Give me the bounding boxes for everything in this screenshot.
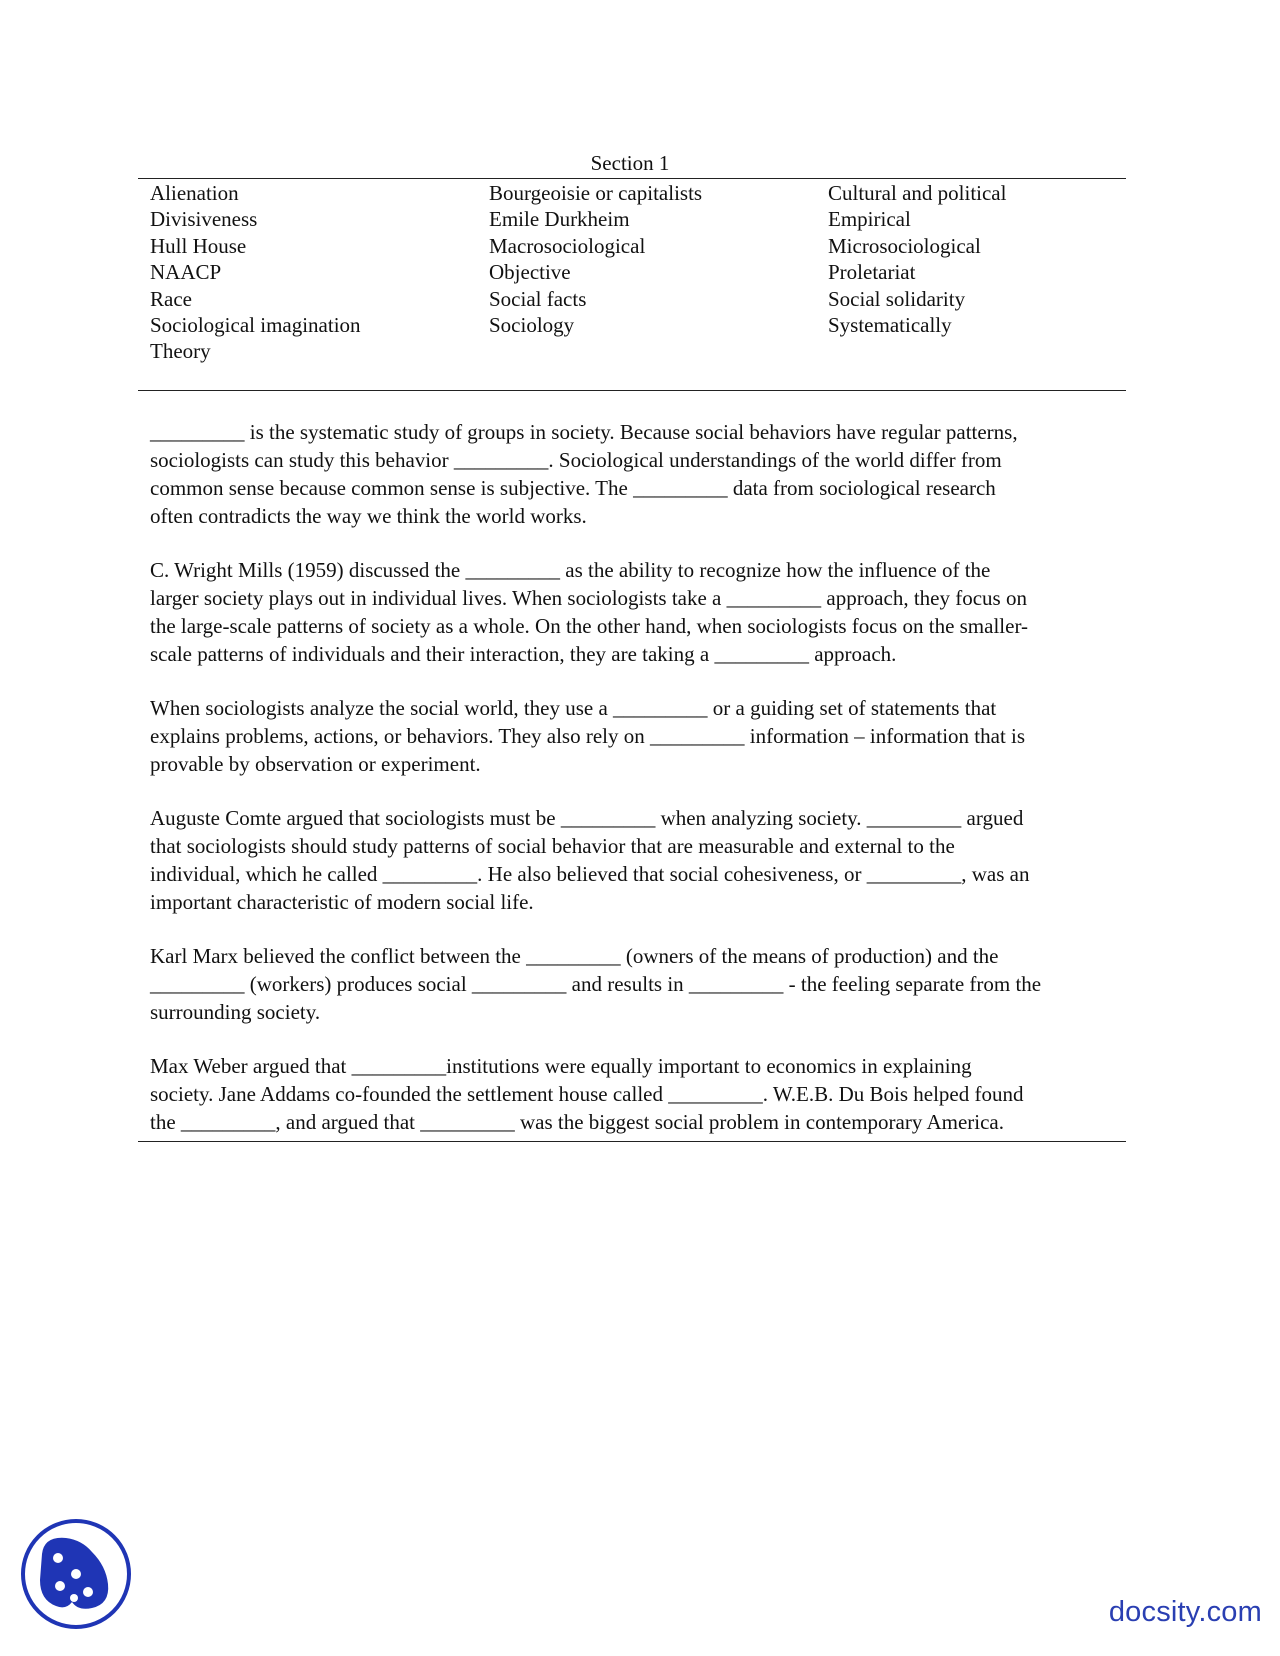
word-bank-item: Cultural and political [828, 181, 1007, 205]
passage-line: _________ is the systematic study of groups in society. Because social behaviors have regular patterns, [150, 420, 1018, 444]
paragraph-1 [150, 418, 1130, 530]
top-divider [138, 178, 1126, 179]
passage-line: that sociologists should study patterns of social behavior that are measurable and external to the [150, 834, 955, 858]
paragraph-6 [150, 1052, 1130, 1136]
passage-line: society. Jane Addams co-founded the settlement house called _________. W.E.B. Du Bois helped found [150, 1082, 1024, 1106]
word-bank-item: Theory [150, 339, 211, 364]
word-bank-item: Social facts [489, 286, 587, 311]
paragraph-3 [150, 694, 1130, 778]
passage-line: Auguste Comte argued that sociologists must be _________ when analyzing society. _________ argued [150, 806, 1024, 830]
word-bank-item: NAACP [150, 260, 222, 285]
passage-line: C. Wright Mills (1959) discussed the _________ as the ability to recognize how the influence of the [150, 558, 991, 582]
word-bank-item: Objective [489, 260, 571, 285]
passage-line: provable by observation or experiment. [150, 752, 481, 776]
word-bank-item: Sociology [489, 313, 575, 338]
paragraph-4 [150, 804, 1130, 916]
paragraph-2 [150, 556, 1130, 668]
word-bank-column-2 [489, 180, 819, 338]
word-bank-column-1 [150, 180, 480, 365]
passage-line: often contradicts the way we think the world works. [150, 504, 587, 528]
passage-line: the large-scale patterns of society as a whole. On the other hand, when sociologists focus on the smaller- [150, 614, 1029, 638]
bottom-divider [138, 1141, 1126, 1142]
passage-line: important characteristic of modern social life. [150, 890, 534, 914]
word-bank-column-3 [828, 180, 1158, 338]
word-bank-item: Divisiveness [150, 207, 258, 232]
middle-divider [138, 390, 1126, 391]
passage-line: individual, which he called _________. He also believed that social cohesiveness, or _________, was an [150, 862, 1030, 886]
word-bank-item: Proletariat [828, 260, 916, 285]
passage-line: Karl Marx believed the conflict between the _________ (owners of the means of production) and the [150, 944, 999, 968]
section-title: Section 1 [590, 151, 670, 175]
word-bank-item: Bourgeoisie or capitalists [489, 181, 703, 205]
passage-line: surrounding society. [150, 1000, 321, 1024]
paragraph-5 [150, 942, 1130, 1026]
passage-line: larger society plays out in individual lives. When sociologists take a _________ approach, they focus on [150, 586, 1027, 610]
word-bank-item: Sociological imagination [150, 313, 361, 338]
passage-line: scale patterns of individuals and their interaction, they are taking a _________ approach. [150, 642, 897, 666]
word-bank-item: Macrosociological [489, 233, 646, 258]
word-bank-item: Microsociological [828, 233, 981, 258]
word-bank-item: Empirical [828, 207, 911, 232]
passage-line: the _________, and argued that _________ was the biggest social problem in contemporary America. [150, 1110, 1004, 1134]
passage-line: When sociologists analyze the social world, they use a _________ or a guiding set of statements that [150, 696, 997, 720]
docsity-brand-text[interactable]: docsity.com [1108, 1596, 1262, 1628]
word-bank-item: Race [150, 286, 192, 311]
passage-line: explains problems, actions, or behaviors. They also rely on _________ information – information that is [150, 724, 1026, 748]
word-bank-item: Hull House [150, 233, 247, 258]
passage-line: _________ (workers) produces social _________ and results in _________ - the feeling separate from the [150, 972, 1042, 996]
fill-in-passage [150, 418, 1130, 1162]
passage-line: sociologists can study this behavior _________. Sociological understandings of the world differ from [150, 448, 1002, 472]
passage-line: Max Weber argued that _________institutions were equally important to economics in explaining [150, 1054, 972, 1078]
docsity-logo-icon [20, 1518, 132, 1630]
word-bank-item: Alienation [150, 181, 239, 205]
word-bank-item: Systematically [828, 313, 952, 338]
word-bank-item: Emile Durkheim [489, 207, 630, 232]
word-bank-item: Social solidarity [828, 286, 966, 311]
passage-line: common sense because common sense is subjective. The _________ data from sociological research [150, 476, 996, 500]
